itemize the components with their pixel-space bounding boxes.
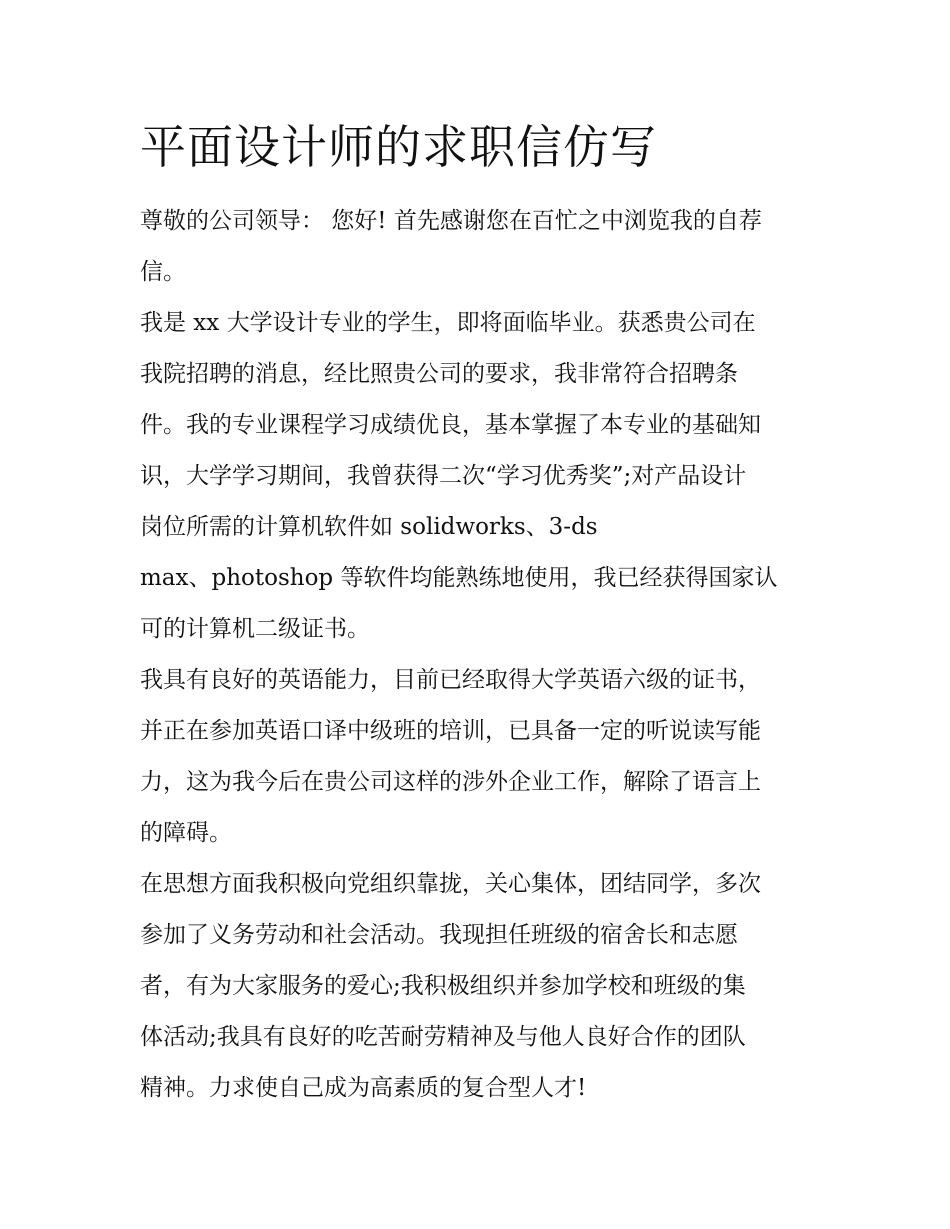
text-line: 尊敬的公司领导： 您好! 首先感谢您在百忙之中浏览我的自荐	[140, 208, 762, 234]
text-line: max、photoshop 等软件均能熟练地使用，我已经获得国家认	[140, 565, 778, 591]
text-line: 我院招聘的消息，经比照贵公司的要求，我非常符合招聘条	[140, 361, 738, 387]
text-line: 我是 xx 大学设计专业的学生，即将面临毕业。获悉贵公司在	[140, 310, 756, 336]
text-line: 者，有为大家服务的爱心;我积极组织并参加学校和班级的集	[140, 973, 746, 999]
text-line: 我具有良好的英语能力，目前已经取得大学英语六级的证书，	[140, 667, 761, 693]
text-line: 并正在参加英语口译中级班的培训，已具备一定的听说读写能	[140, 718, 761, 744]
text-line: 可的计算机二级证书。	[140, 616, 370, 642]
document-body	[140, 196, 820, 1114]
text-line: 信。	[140, 259, 186, 285]
text-line: 件。我的专业课程学习成绩优良，基本掌握了本专业的基础知	[140, 412, 761, 438]
document-title: 平面设计师的求职信仿写	[140, 120, 657, 174]
text-line: 力，这为我今后在贵公司这样的涉外企业工作，解除了语言上	[140, 769, 761, 795]
text-line: 在思想方面我积极向党组织靠拢，关心集体，团结同学，多次	[140, 871, 761, 897]
text-line: 精神。力求使自己成为高素质的复合型人才!	[140, 1075, 587, 1101]
text-line: 岗位所需的计算机软件如 solidworks、3-ds	[140, 514, 598, 540]
text-line: 体活动;我具有良好的吃苦耐劳精神及与他人良好合作的团队	[140, 1024, 746, 1050]
text-line: 识，大学学习期间，我曾获得二次“学习优秀奖”;对产品设计	[140, 463, 747, 489]
text-line: 参加了义务劳动和社会活动。我现担任班级的宿舍长和志愿	[140, 922, 738, 948]
text-line: 的障碍。	[140, 820, 232, 846]
